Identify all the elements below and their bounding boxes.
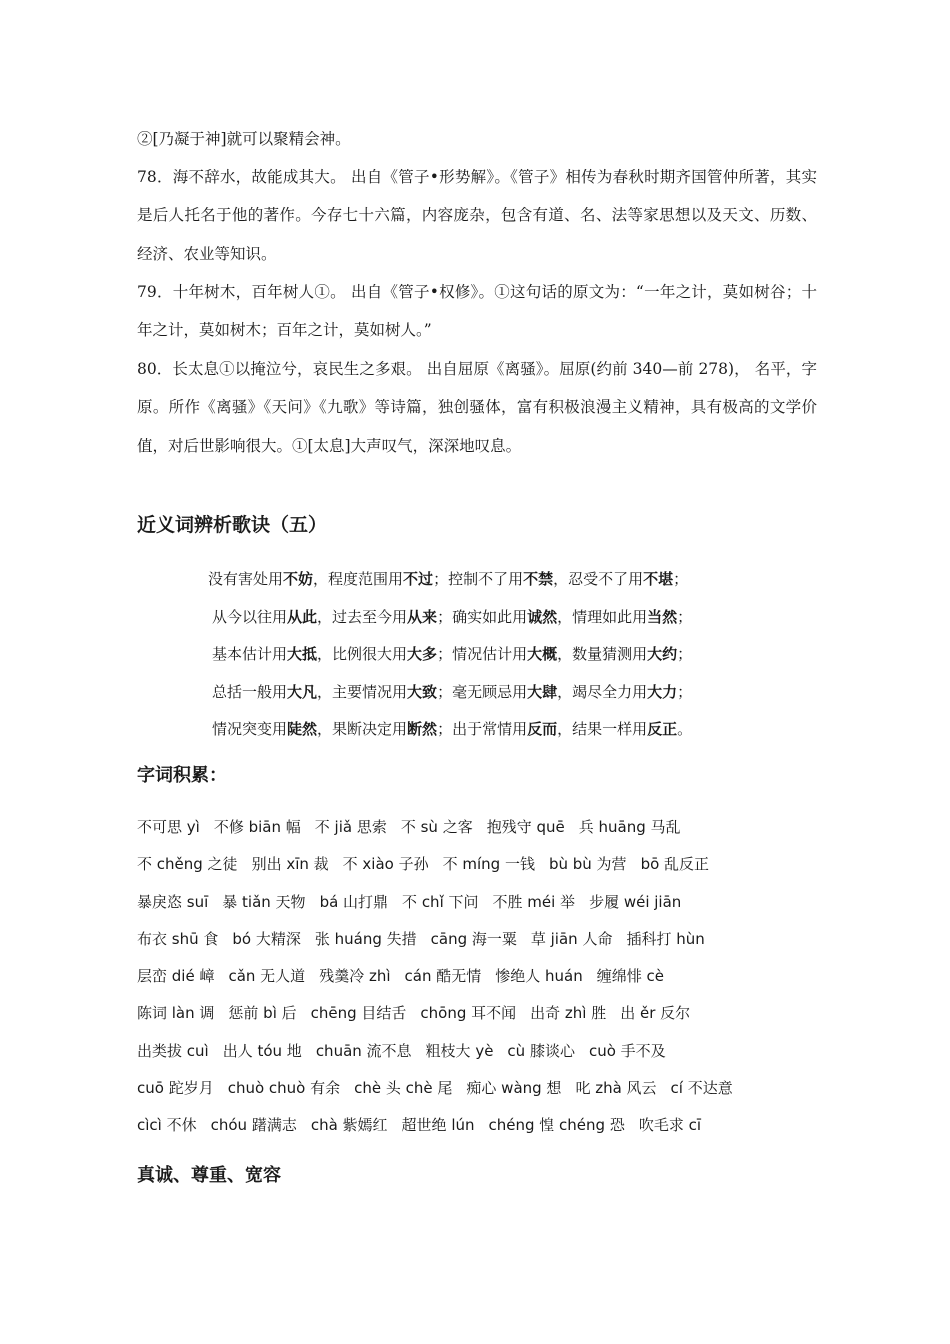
verse-keyword: 大力 <box>647 682 678 701</box>
vocab-line <box>137 884 837 921</box>
verse-keyword: 不禁 <box>523 570 554 588</box>
vocab-item: 出奇 zhì 胜 <box>530 1004 607 1023</box>
vocab-item: cán 酷无情 <box>404 967 482 986</box>
vocab-line <box>137 1033 837 1070</box>
verse-text: 情况突变用 <box>212 720 288 738</box>
verse-keyword: 大多 <box>407 645 438 663</box>
verse-keyword: 反而 <box>527 720 558 738</box>
vocab-item: bù bù 为营 <box>548 855 627 874</box>
bottom-heading: 真诚、尊重、宽容 <box>137 1165 281 1186</box>
vocab-item: bá 山打鼎 <box>319 892 389 911</box>
vocab-item: chēng 目结舌 <box>310 1004 407 1023</box>
vocab-item: 张 huáng 失措 <box>314 929 417 948</box>
vocab-line <box>137 846 837 883</box>
verse-keyword: 从来 <box>407 607 438 626</box>
vocab-item: 别出 xīn 裁 <box>251 855 329 874</box>
verse-text: 总括一般用 <box>212 682 288 701</box>
vocab-item: cǎn 无人道 <box>228 967 306 986</box>
verse-keyword: 陡然 <box>287 720 318 738</box>
vocab-item: chuò chuò 有余 <box>227 1079 341 1098</box>
verse-keyword: 不过 <box>403 570 434 588</box>
verse-text: ；毫无顾忌用 <box>437 682 528 701</box>
verse-text: ，比例很大用 <box>317 645 408 663</box>
verse-line <box>208 674 808 712</box>
verse-keyword: 大抵 <box>287 645 318 663</box>
vocab-item: 兵 huāng 马乱 <box>578 818 681 836</box>
verse-text: ； <box>677 607 693 626</box>
vocab-item: 痴心 wàng 想 <box>466 1079 562 1098</box>
vocab-item: cù 膝谈心 <box>507 1041 575 1060</box>
vocab-item: bó 大精深 <box>232 929 301 948</box>
vocab-item: 粗枝大 yè <box>425 1041 494 1060</box>
vocab-line <box>137 1070 837 1107</box>
verse-keyword: 反正 <box>647 720 678 738</box>
verse-keyword: 大约 <box>647 645 678 663</box>
vocab-item: 超世绝 lún <box>401 1116 475 1135</box>
vocab-item: chóu 躇满志 <box>210 1116 297 1135</box>
vocab-item: bō 乱反正 <box>640 855 710 874</box>
vocab-item: 陈词 làn 调 <box>137 1004 215 1023</box>
vocab-list <box>137 809 837 1145</box>
verse-keyword: 大概 <box>527 645 558 663</box>
vocab-line <box>137 1107 837 1144</box>
verse-line <box>208 561 808 599</box>
vocab-line <box>137 809 837 846</box>
vocab-item: 不可思 yì <box>137 818 200 836</box>
vocab-line <box>137 995 837 1032</box>
vocab-item: 不 sù 之客 <box>400 818 473 836</box>
vocab-item: chuān 流不息 <box>315 1041 412 1060</box>
vocab-item: cāng 海一粟 <box>430 929 517 948</box>
vocab-item: 不 míng 一钱 <box>442 855 535 874</box>
vocab-item: cuò 手不及 <box>588 1041 666 1060</box>
verse-text: ； <box>677 682 693 701</box>
vocab-item: cìcì 不休 <box>137 1116 197 1135</box>
vocab-item: 草 jiān 人命 <box>530 929 613 948</box>
verse-text: 从今以往用 <box>212 607 288 626</box>
vocab-item: 不胜 méi 举 <box>492 892 576 911</box>
vocab-item: chéng 惶 chéng 恐 <box>488 1116 625 1135</box>
vocab-item: 出 ěr 反尔 <box>620 1004 691 1023</box>
vocab-item: 出人 tóu 地 <box>222 1041 302 1060</box>
vocab-item: 插科打 hùn <box>626 929 705 948</box>
verse-text: ，数量猜测用 <box>557 645 648 663</box>
vocab-item: 残羹冷 zhì <box>319 967 391 986</box>
vocab-item: cuō 跎岁月 <box>137 1079 214 1098</box>
verse-text: ，过去至今用 <box>317 607 408 626</box>
verse-text: 没有害处用 <box>208 570 284 588</box>
vocab-line <box>137 958 837 995</box>
paragraph-79: 79．十年树木，百年树人①。 出自《管子•权修》。①这句话的原文为：“一年之计，莫如树谷；十年之计，莫如树木；百年之计，莫如树人。” <box>137 283 817 340</box>
verse-keyword: 不堪 <box>643 570 674 588</box>
verse-text: 。 <box>677 720 693 738</box>
vocab-item: cí 不达意 <box>670 1079 733 1098</box>
verse-text: 基本估计用 <box>212 645 288 663</box>
verse-keyword: 诚然 <box>527 607 558 626</box>
verse-keyword: 当然 <box>647 607 678 626</box>
verse-text: ，竭尽全力用 <box>557 682 648 701</box>
verse-text: ； <box>673 570 689 588</box>
verse-text: ；控制不了用 <box>433 570 524 588</box>
vocab-item: 叱 zhà 风云 <box>575 1079 657 1098</box>
vocab-item: 步履 wéi jiān <box>589 892 682 911</box>
vocab-item: chōng 耳不闻 <box>420 1004 517 1023</box>
vocab-item: 吹毛求 cī <box>638 1116 702 1135</box>
vocab-item: chè 头 chè 尾 <box>354 1079 453 1098</box>
verse-text: ，果断决定用 <box>317 720 408 738</box>
verse-text: ，程度范围用 <box>313 570 404 588</box>
vocab-item: 惩前 bì 后 <box>228 1004 297 1023</box>
vocab-heading: 字词积累： <box>137 765 227 786</box>
verse-text: ，主要情况用 <box>317 682 408 701</box>
verse-text: ，情理如此用 <box>557 607 648 626</box>
vocab-item: 层峦 dié 嶂 <box>137 967 215 986</box>
verse-keyword: 大致 <box>407 682 438 701</box>
vocab-item: 暴 tiǎn 天物 <box>222 892 306 911</box>
verse-block <box>208 561 808 749</box>
verse-text: ； <box>677 645 693 663</box>
paragraph-78: 78．海不辞水，故能成其大。 出自《管子•形势解》。《管子》相传为春秋时期齐国管仲所著，其实是后人托名于他的著作。今存七十六篇，内容庞杂，包含有道、名、法等家思想以及天文、历数、经济、农业等知识。 <box>137 168 817 263</box>
vocab-item: 出类拔 cuì <box>137 1041 209 1060</box>
vocab-item: 不 xiào 子孙 <box>342 855 429 874</box>
verse-keyword: 不妨 <box>283 570 314 588</box>
verse-text: ；确实如此用 <box>437 607 528 626</box>
verse-text: ，忍受不了用 <box>553 570 644 588</box>
section-heading: 近义词辨析歌诀（五） <box>137 514 328 536</box>
vocab-line <box>137 921 837 958</box>
paragraph-80: 80．长太息①以掩泣兮，哀民生之多艰。 出自屈原《离骚》。屈原(约前 340—前 278)， 名平，字原。所作《离骚》《天问》《九歌》等诗篇，独创骚体，富有积极浪漫主义精神，具有极高的文学价值，对后世影响很大。①[太息]大声叹气，深深地叹息。 <box>137 360 817 455</box>
vocab-item: 缠绵悱 cè <box>596 967 664 986</box>
vocab-item: 暴戾恣 suī <box>137 892 209 911</box>
verse-keyword: 断然 <box>407 720 438 738</box>
vocab-item: 不 jiǎ 思索 <box>314 818 387 836</box>
paragraph-fragment: ②[乃凝于神]就可以聚精会神。 <box>137 130 351 148</box>
vocab-item: chà 紫嫣红 <box>310 1116 388 1135</box>
vocab-item: 不 chěng 之徒 <box>137 855 238 874</box>
verse-line <box>208 599 808 637</box>
vocab-item: 不修 biān 幅 <box>213 818 301 836</box>
verse-line <box>208 711 808 749</box>
verse-text: ，结果一样用 <box>557 720 648 738</box>
verse-line <box>208 636 808 674</box>
vocab-item: 不 chǐ 下问 <box>402 892 479 911</box>
verse-text: ；情况估计用 <box>437 645 528 663</box>
verse-keyword: 大肆 <box>527 682 558 701</box>
verse-keyword: 从此 <box>287 607 318 626</box>
vocab-item: 抱残守 quē <box>486 818 565 836</box>
vocab-item: 布衣 shū 食 <box>137 929 219 948</box>
verse-text: ；出于常情用 <box>437 720 528 738</box>
verse-keyword: 大凡 <box>287 682 318 701</box>
vocab-item: 惨绝人 huán <box>495 967 583 986</box>
